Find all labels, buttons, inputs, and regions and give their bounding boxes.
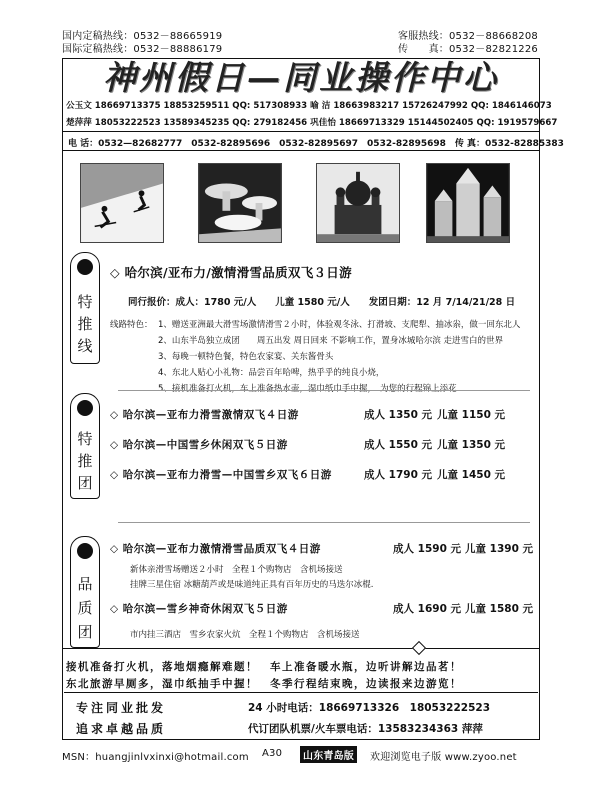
child-price: 儿童 1390 元 — [465, 543, 534, 555]
msn-contact: MSN：huangjinlvxinxi@hotmail.com — [62, 752, 249, 763]
route-name: ◇ 哈尔滨—亚布力滑雪—中国雪乡双飞６日游 — [110, 469, 332, 481]
footer-slogan-1: 专注同业批发 — [76, 701, 167, 715]
child-price: 儿童 1350 元 — [437, 439, 506, 451]
feature-title: ◇ 哈尔滨/亚布力/激情滑雪品质双飞３日游 — [110, 265, 352, 280]
feature-item: 5、接机准备打火机，车上准备热水壶，湿巾纸巾手中握， 为您的行程锦上添花 — [158, 384, 457, 394]
adult-price: 成人 1590 元 — [393, 543, 462, 555]
features-label: 线路特色： — [110, 320, 153, 330]
site-url: 欢迎浏览电子版 www.zyoo.net — [370, 752, 517, 763]
child-price: 儿童 1580 元 — [465, 603, 534, 615]
cathedral-photo — [316, 163, 400, 243]
child-price: 儿童 1450 元 — [437, 469, 506, 481]
special-line-tag — [70, 252, 100, 364]
tag-char: 推 — [77, 315, 93, 333]
tag-char: 特 — [77, 293, 93, 311]
intl-hotline: 国际定稿热线：0532－88886179 — [62, 44, 223, 55]
fax-line: 传 真：0532－82821226 — [398, 44, 538, 55]
separator — [118, 390, 530, 391]
adult-price: 成人 1550 元 — [364, 439, 433, 451]
tag-char: 品 — [77, 575, 93, 593]
route-name: ◇ 哈尔滨—雪乡神奇休闲双飞５日游 — [110, 603, 288, 615]
adult-price: 成人 1790 元 — [364, 469, 433, 481]
contact-row-1: 公玉文 18669713375 18853259511 QQ: 517308933 喻 洁 18663983217 15726247992 QQ: 1846146073 — [66, 101, 552, 111]
footer-slogan-2: 追求卓越品质 — [76, 722, 167, 736]
adult-price: 成人 1690 元 — [393, 603, 462, 615]
divider — [62, 131, 540, 132]
feature-item: 1、赠送亚洲最大滑雪场激情滑雪２小时，体验观冬泳、打滑坡、支爬犁、抽冰尜，做一回东北人 — [158, 320, 521, 330]
tag-char: 线 — [77, 337, 93, 355]
route-name: ◇ 哈尔滨—亚布力滑雪激情双飞４日游 — [110, 409, 299, 421]
snow-sculpture-photo — [198, 163, 282, 243]
domestic-hotline: 国内定稿热线：0532－88665919 — [62, 31, 223, 42]
feature-item: 2、山东半岛独立成团 周五出发 周日回来 不影响工作，置身冰城哈尔滨 走进雪白的世界 — [158, 336, 504, 346]
contact-row-2: 楚萍萍 18053222523 13589345235 QQ: 279182456 巩佳怡 18669713329 15144502405 QQ: 1919579667 — [66, 118, 558, 128]
route-note: 市内挂三酒店 雪乡农家火炕 全程１个购物店 含机场接送 — [130, 630, 360, 640]
skiing-photo — [80, 163, 164, 243]
child-price: 儿童 1150 元 — [437, 409, 506, 421]
ice-castle-photo — [426, 163, 510, 243]
tag-hole — [77, 543, 93, 559]
tag-char: 团 — [77, 474, 93, 492]
slogan-line-1: 接机准备打火机，落地烟瘾解难题！ 车上准备暖水瓶，边听讲解边品茗！ — [66, 661, 462, 673]
feature-item: 3、每晚一顿特色餐，特色农家宴、关东酱骨头 — [158, 352, 334, 362]
route-name: ◇ 哈尔滨—亚布力激情滑雪品质双飞４日游 — [110, 543, 321, 555]
phone-row: 电 话：0532—82682777 0532-82895696 0532-82895697 0532-82895698 传 真：0532-82885383 — [68, 139, 564, 149]
tag-char: 质 — [77, 599, 93, 617]
feature-price: 同行报价：成人：1780 元/人 儿童 1580 元/人 发团日期：12 月 7/14/21/28 日 — [128, 297, 516, 308]
divider — [62, 150, 540, 151]
service-hotline: 客服热线：0532－88668208 — [398, 31, 538, 42]
tag-hole — [77, 400, 93, 416]
tag-char: 推 — [77, 452, 93, 470]
tag-char: 团 — [77, 623, 93, 641]
page-number: A30 — [262, 748, 283, 759]
divider — [62, 648, 540, 649]
feature-item: 4、东北人贴心小礼物：品尝百年哈啤，热乎乎的纯良小烧， — [158, 368, 385, 378]
ticket-hotline: 代订团队机票/火车票电话：13583234363 萍萍 — [248, 723, 483, 735]
banner-title: 神州假日—同业操作中心 — [103, 58, 499, 97]
adult-price: 成人 1350 元 — [364, 409, 433, 421]
quality-group-tag — [70, 536, 100, 648]
tag-char: 特 — [77, 430, 93, 448]
brand-badge: 山东青岛版 — [300, 746, 357, 763]
hotline-24h: 24 小时电话：18669713326 18053222523 — [248, 702, 490, 714]
slogan-line-2: 东北旅游早厕多，湿巾纸抽手中握！ 冬季行程结束晚，边读报来边游览！ — [66, 678, 462, 690]
route-name: ◇ 哈尔滨—中国雪乡休闲双飞５日游 — [110, 439, 288, 451]
special-group-tag — [70, 393, 100, 499]
separator — [118, 522, 530, 523]
route-note: 新体亲滑雪场赠送２小时 全程１个购物店 含机场接送 — [130, 565, 343, 575]
tag-hole — [77, 259, 93, 275]
route-note: 挂牌三星住宿 冰糖葫芦或是味道纯正具有百年历史的马迭尔冰棍. — [130, 580, 374, 590]
